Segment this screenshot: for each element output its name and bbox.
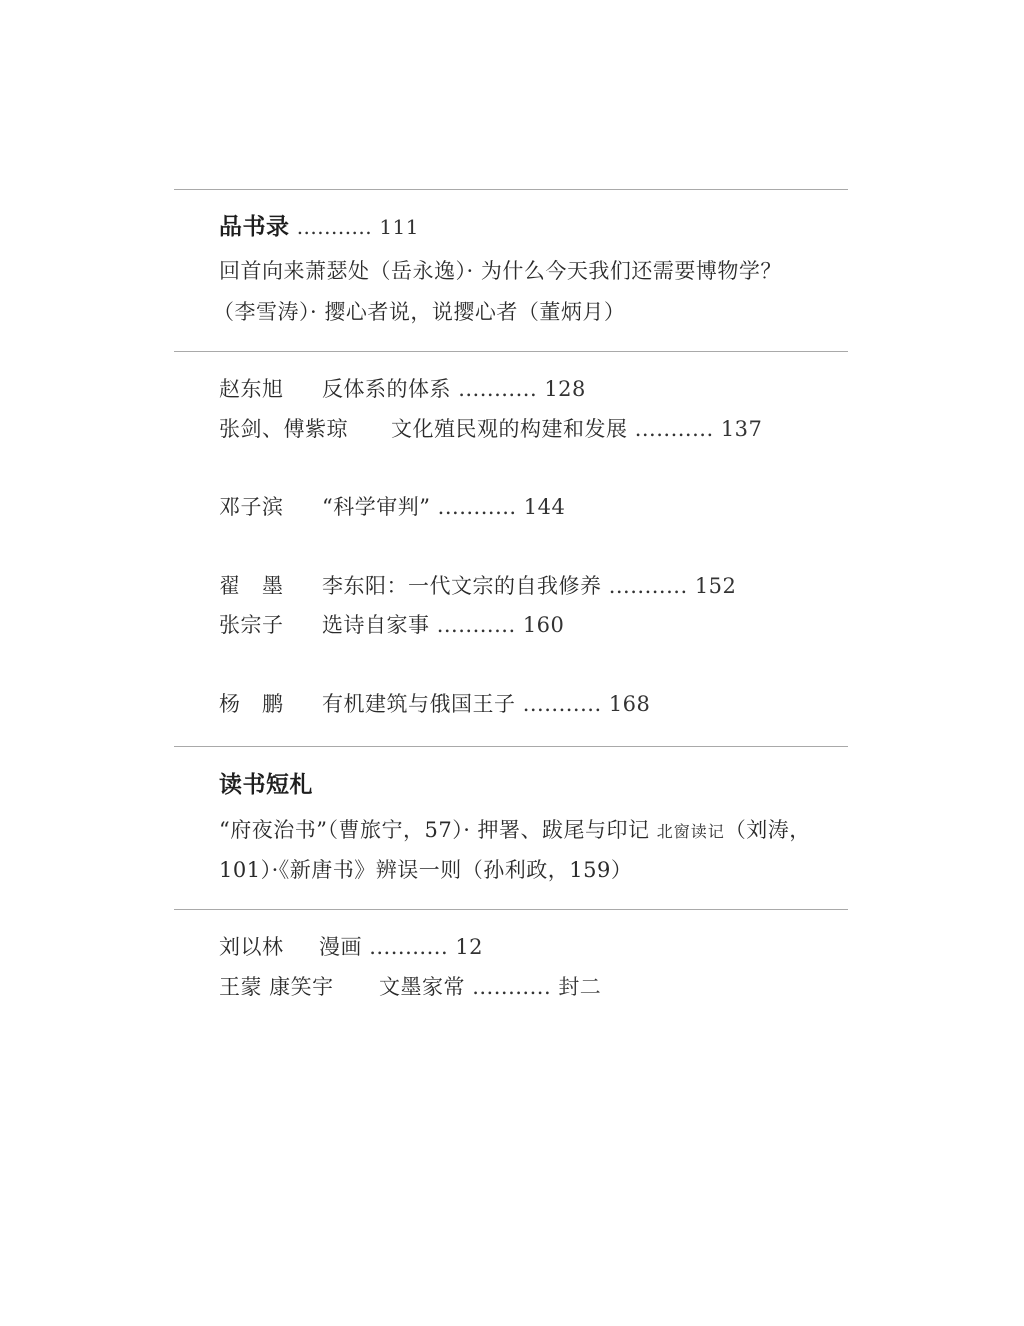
section-dushuduanzha-line-2: 101）·《新唐书》辨误一则（孙利政，159） — [219, 858, 633, 882]
page-number: 168 — [608, 692, 651, 716]
entry-title: “科学审判” — [322, 495, 431, 519]
toc-entry — [219, 571, 736, 601]
toc-entry — [219, 689, 650, 719]
page-number: 128 — [544, 377, 586, 401]
page-number: 144 — [523, 495, 566, 519]
divider-after-pinshulu — [174, 351, 848, 352]
entry-title: 反体系的体系 — [322, 377, 451, 401]
entry-author: 翟 墨 — [219, 574, 284, 598]
leader-dots: ........... — [522, 692, 602, 716]
page-number: 160 — [522, 613, 565, 637]
entry-title: 有机建筑与俄国王子 — [322, 692, 516, 716]
leader-dots: ........... — [436, 613, 516, 637]
page-number: 12 — [455, 935, 484, 959]
toc-entry — [219, 972, 601, 1002]
short-notes-text: （刘涛， — [724, 818, 811, 842]
section-pinshulu-line-1: 回首向来萧瑟处（岳永逸）· 为什么今天我们还需要博物学？ — [219, 259, 782, 283]
leader-dots: ........... — [296, 215, 373, 239]
section-title: 品书录 — [219, 213, 290, 240]
section-title: 读书短札 — [219, 771, 313, 798]
entry-title: 选诗自家事 — [322, 613, 430, 637]
entry-author: 刘以林 — [219, 935, 284, 959]
divider-after-dushuduanzha — [174, 909, 848, 910]
section-pinshulu-heading — [219, 212, 419, 242]
leader-dots: ........... — [634, 417, 714, 441]
short-notes-text: “府夜治书”（曹旅宁，57）· 押署、跋尾与印记 — [219, 818, 650, 842]
entry-title: 李东阳：一代文宗的自我修养 — [322, 574, 602, 598]
entry-author: 杨 鹏 — [219, 692, 284, 716]
page-number: 封二 — [558, 975, 602, 999]
toc-entry — [219, 374, 586, 404]
toc-entry — [219, 932, 483, 962]
entry-author: 张剑、傅紫琼 — [219, 417, 348, 441]
leader-dots: ........... — [458, 377, 538, 401]
entry-author: 张宗子 — [219, 613, 284, 637]
toc-entry — [219, 414, 762, 444]
leader-dots: ........... — [472, 975, 552, 999]
leader-dots: ........... — [437, 495, 517, 519]
entry-author: 邓子滨 — [219, 495, 284, 519]
leader-dots: ........... — [369, 935, 449, 959]
entry-title: 文墨家常 — [379, 975, 465, 999]
divider-after-articles — [174, 746, 848, 747]
divider-top — [174, 189, 848, 190]
page-number: 137 — [720, 417, 763, 441]
leader-dots: ........... — [608, 574, 688, 598]
entry-title: 文化殖民观的构建和发展 — [391, 417, 628, 441]
section-pinshulu-line-2: （李雪涛）· 撄心者说，说撄心者（董炳月） — [213, 300, 626, 324]
page-number: 152 — [694, 574, 737, 598]
toc-entry — [219, 610, 564, 640]
entry-author: 赵东旭 — [219, 377, 284, 401]
toc-entry — [219, 492, 565, 522]
column-label: 北窗读记 — [656, 822, 725, 841]
section-dushuduanzha-line-1 — [219, 815, 811, 847]
section-dushuduanzha-heading — [219, 770, 313, 800]
entry-title: 漫画 — [319, 935, 362, 959]
page-number: 111 — [379, 215, 419, 239]
entry-author: 王蒙 康笑宇 — [219, 975, 334, 999]
